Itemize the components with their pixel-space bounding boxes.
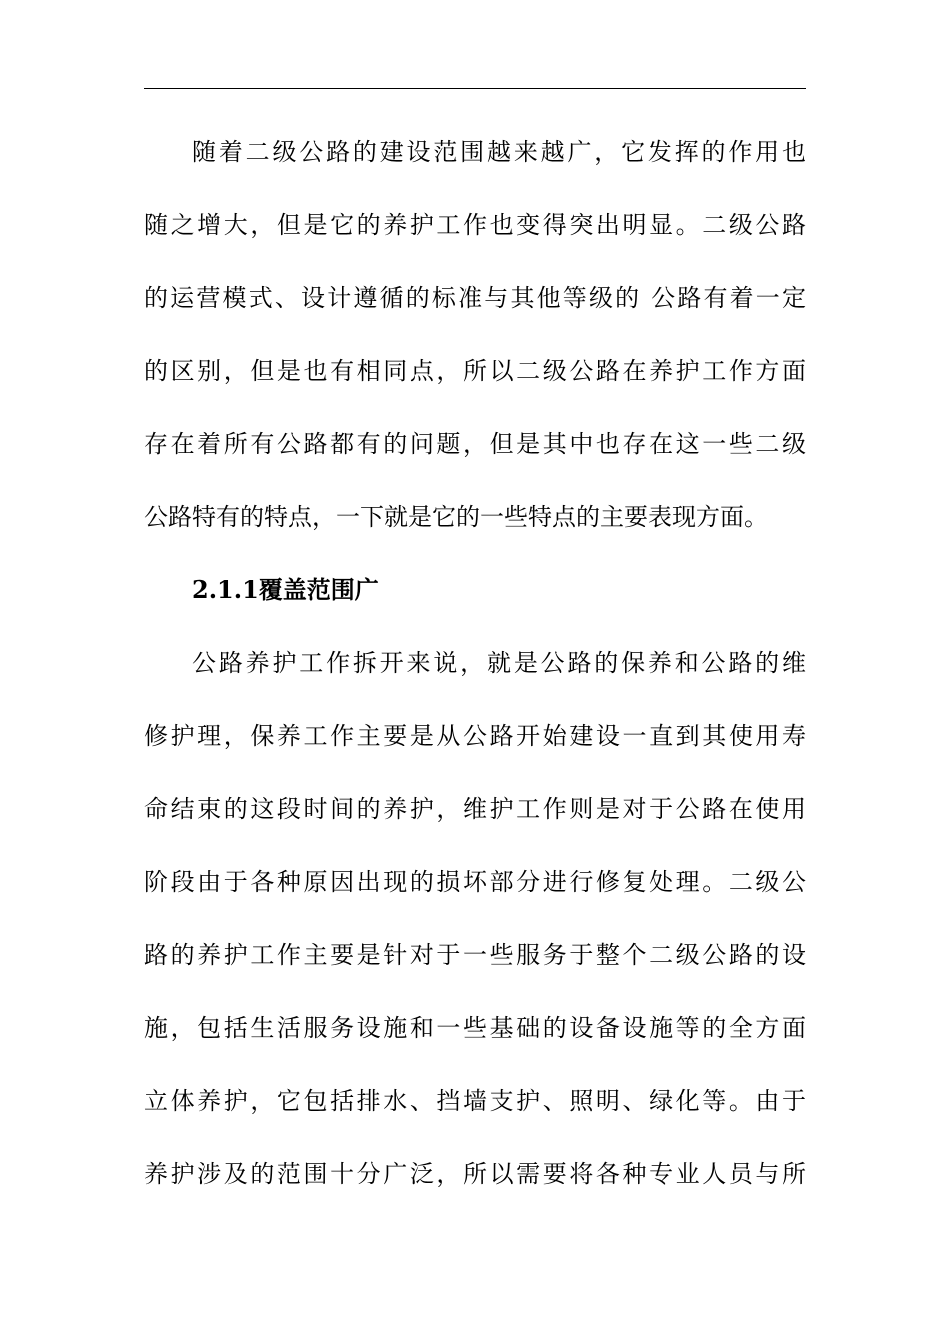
paragraph-line: 随之增大，但是它的养护工作也变得突出明显。二级公路 (144, 211, 806, 239)
paragraph-line: 修护理，保养工作主要是从公路开始建设一直到其使用寿 (144, 722, 806, 750)
header-rule (144, 88, 806, 89)
paragraph-line: 公路养护工作拆开来说，就是公路的保养和公路的维 (192, 649, 806, 677)
section-heading: 2.1.1覆盖范围广 (192, 575, 379, 604)
paragraph-line: 养护涉及的范围十分广泛，所以需要将各种专业人员与所 (144, 1160, 806, 1188)
paragraph-line: 命结束的这段时间的养护，维护工作则是对于公路在使用 (144, 795, 806, 823)
paragraph-line: 阶段由于各种原因出现的损坏部分进行修复处理。二级公 (144, 868, 806, 896)
paragraph-line: 的区别，但是也有相同点，所以二级公路在养护工作方面 (144, 357, 806, 385)
paragraph-line: 立体养护，它包括排水、挡墙支护、照明、绿化等。由于 (144, 1087, 806, 1115)
paragraph-line: 公路特有的特点，一下就是它的一些特点的主要表现方面。 (144, 503, 768, 531)
paragraph-line: 的运营模式、设计遵循的标准与其他等级的 公路有着一定 (144, 284, 806, 312)
document-body (144, 128, 806, 1223)
paragraph-1 (144, 128, 806, 541)
paragraph-line: 施，包括生活服务设施和一些基础的设备设施等的全方面 (144, 1014, 806, 1042)
paragraph-line: 随着二级公路的建设范围越来越广，它发挥的作用也 (192, 138, 806, 166)
paragraph-2 (144, 639, 806, 1198)
paragraph-line: 路的养护工作主要是针对于一些服务于整个二级公路的设 (144, 941, 806, 969)
paragraph-line: 存在着所有公路都有的问题，但是其中也存在这一些二级 (144, 430, 806, 458)
